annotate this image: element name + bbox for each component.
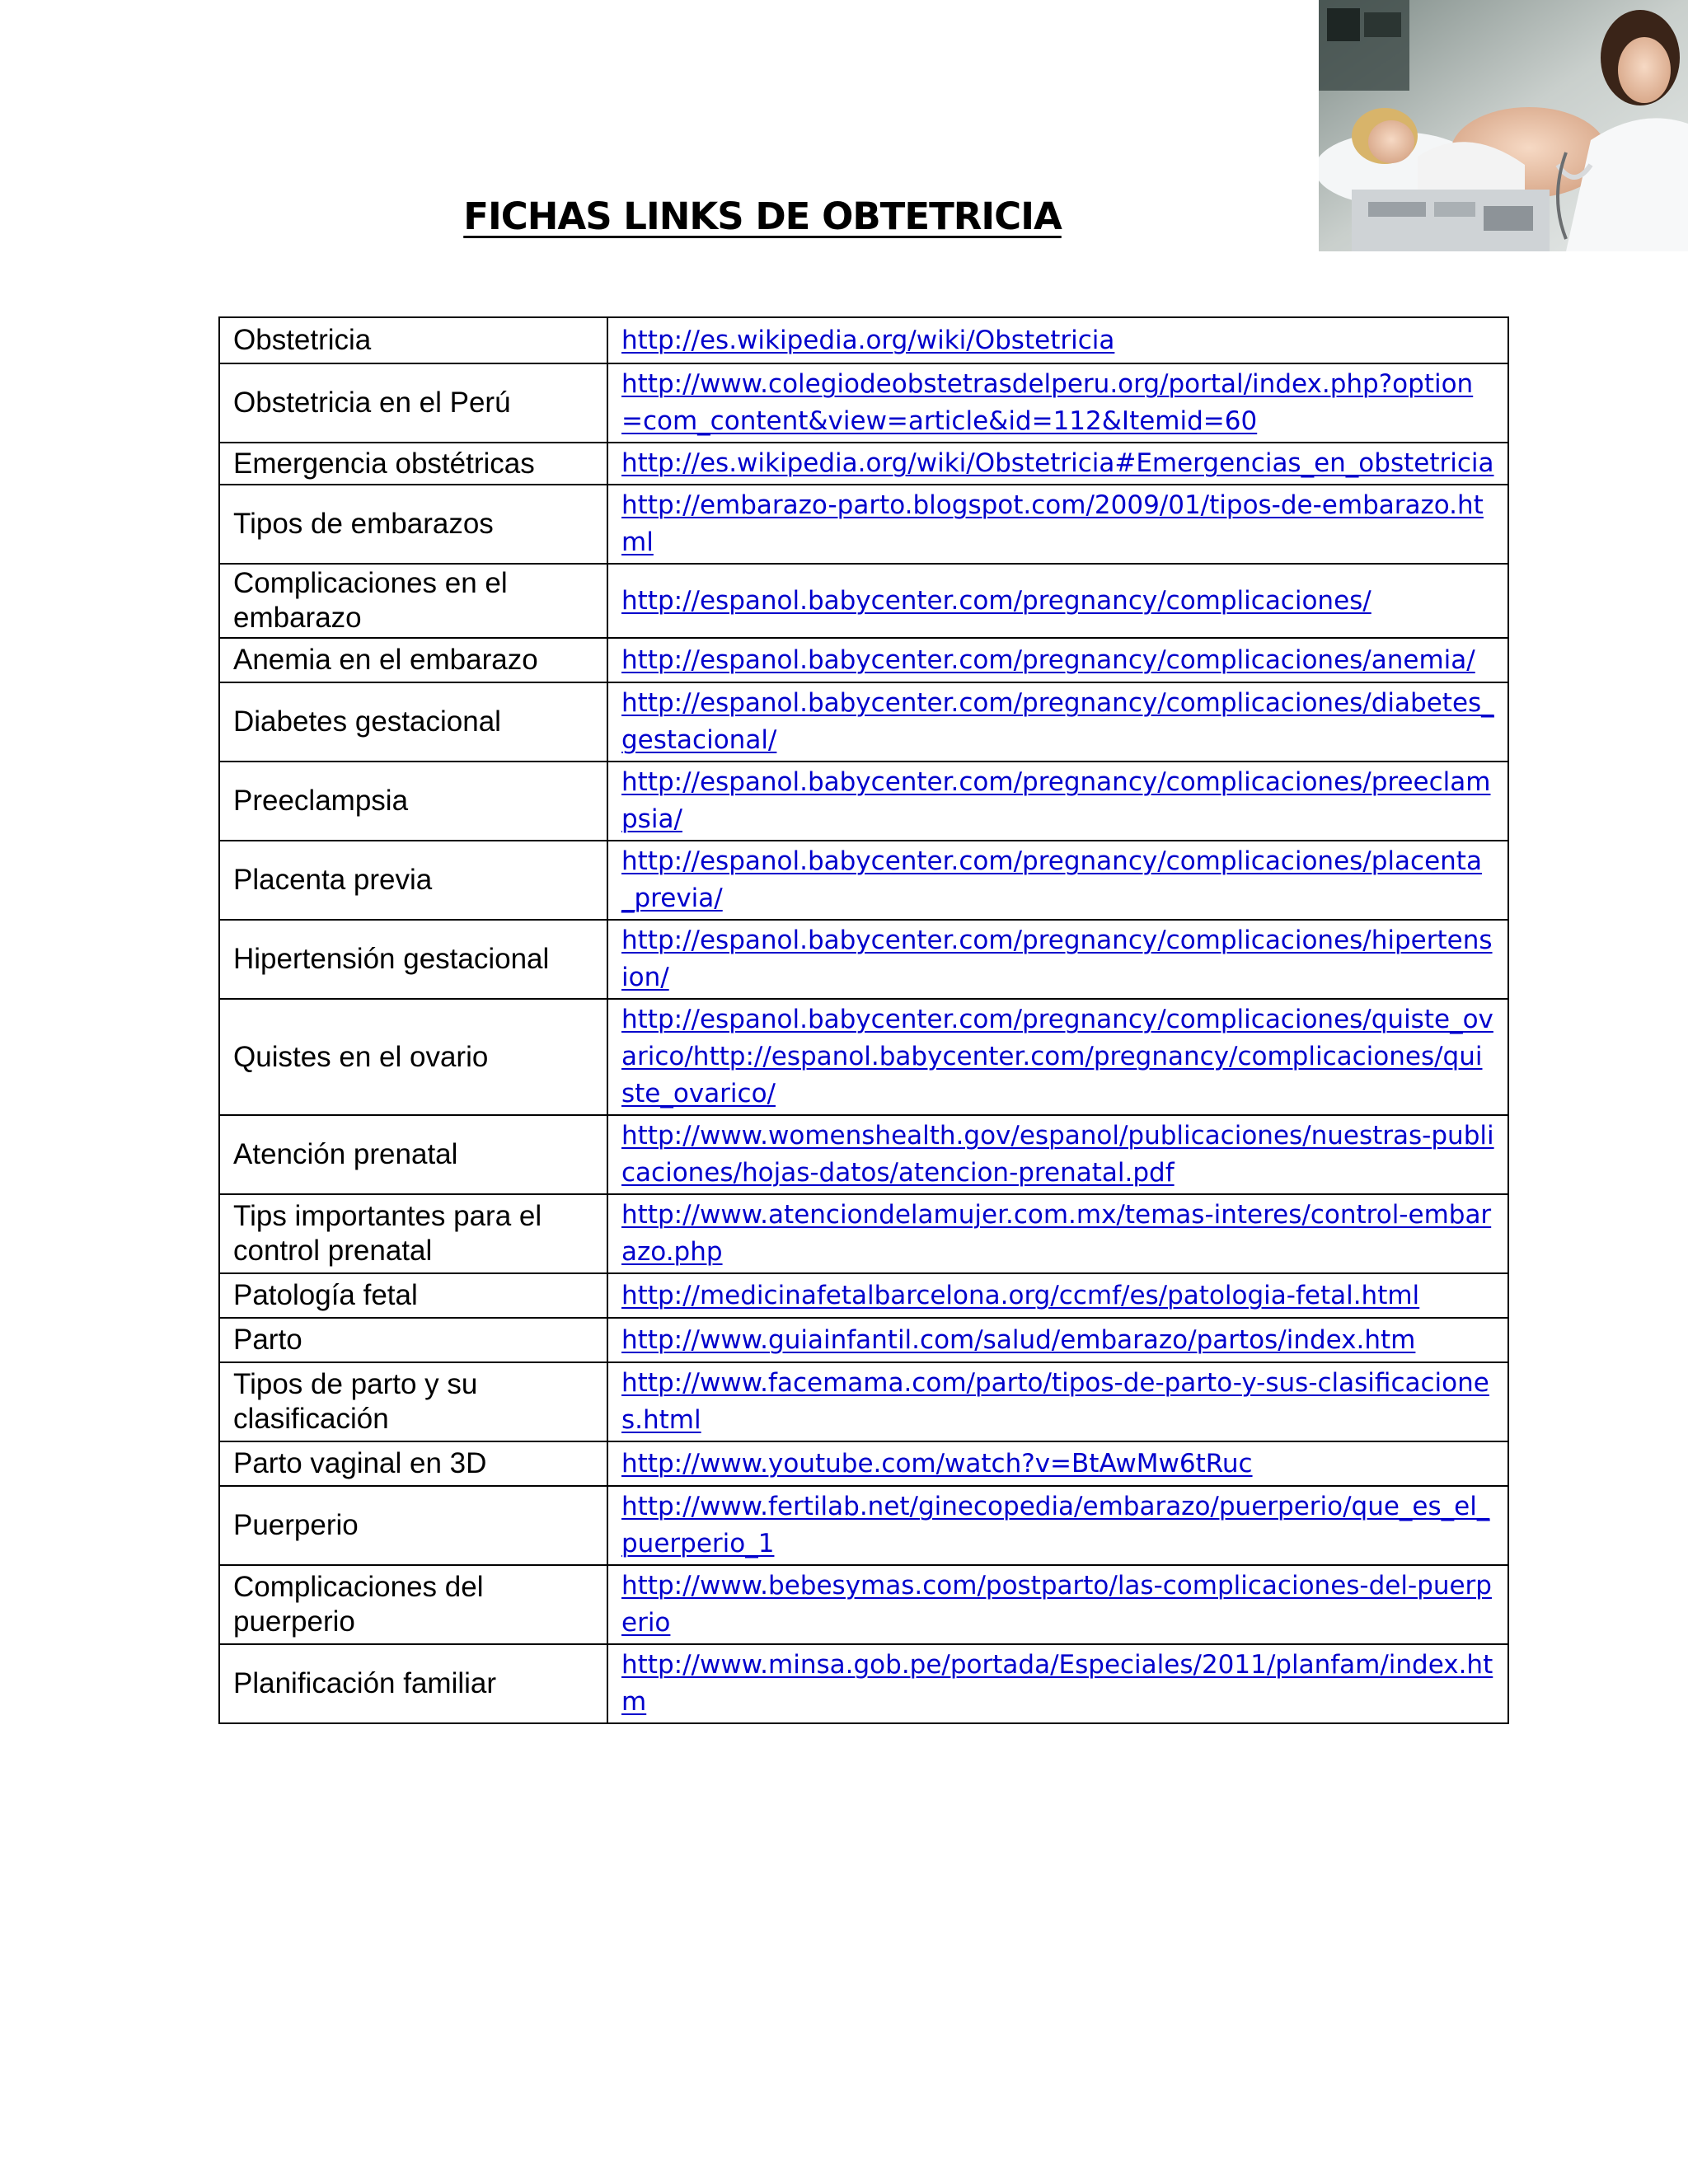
url-link[interactable]: http://www.womenshealth.gov/espanol/publicaciones/nuestras-publicaciones/hojas-datos/atencion-prenatal.pdf: [621, 1121, 1494, 1188]
url-cell: [607, 564, 1508, 638]
url-link[interactable]: http://es.wikipedia.org/wiki/Obstetricia#Emergencias_en_obstetricia: [621, 448, 1494, 478]
url-link[interactable]: http://www.bebesymas.com/postparto/las-complicaciones-del-puerperio: [621, 1571, 1492, 1638]
url-cell: [607, 1362, 1508, 1441]
topic-cell: Anemia en el embarazo: [219, 638, 607, 682]
topic-cell: Obstetricia en el Perú: [219, 363, 607, 443]
table-row: [219, 682, 1508, 762]
topic-cell: Planificación familiar: [219, 1644, 607, 1723]
table-row: [219, 317, 1508, 363]
url-cell: [607, 363, 1508, 443]
url-link[interactable]: http://espanol.babycenter.com/pregnancy/complicaciones/preeclampsia/: [621, 767, 1491, 834]
url-link[interactable]: http://espanol.babycenter.com/pregnancy/complicaciones/diabetes_gestacional/: [621, 688, 1494, 755]
table-row: [219, 841, 1508, 920]
url-cell: [607, 1115, 1508, 1194]
table-row: [219, 443, 1508, 485]
topic-cell: Tipos de embarazos: [219, 485, 607, 564]
topic-cell: Complicaciones en el embarazo: [219, 564, 607, 638]
topic-cell: Parto: [219, 1318, 607, 1362]
topic-cell: Puerperio: [219, 1486, 607, 1565]
url-link[interactable]: http://www.atenciondelamujer.com.mx/temas-interes/control-embarazo.php: [621, 1200, 1492, 1267]
topic-cell: Complicaciones del puerperio: [219, 1565, 607, 1644]
url-cell: [607, 999, 1508, 1115]
topic-cell: Atención prenatal: [219, 1115, 607, 1194]
url-link[interactable]: http://espanol.babycenter.com/pregnancy/complicaciones/quiste_ovarico/http://espanol.babycenter.com/pregnancy/complicaciones/quiste_ovarico/: [621, 1005, 1493, 1108]
url-link[interactable]: http://www.facemama.com/parto/tipos-de-parto-y-sus-clasificaciones.html: [621, 1368, 1489, 1435]
url-cell: [607, 1194, 1508, 1273]
url-cell: [607, 1441, 1508, 1486]
url-link[interactable]: http://www.guiainfantil.com/salud/embarazo/partos/index.htm: [621, 1324, 1416, 1355]
url-link[interactable]: http://embarazo-parto.blogspot.com/2009/01/tipos-de-embarazo.html: [621, 490, 1484, 557]
table-row: [219, 1273, 1508, 1318]
url-cell: [607, 682, 1508, 762]
url-cell: [607, 762, 1508, 841]
topic-cell: Hipertensión gestacional: [219, 920, 607, 999]
url-cell: [607, 317, 1508, 363]
topic-cell: Tips importantes para el control prenatal: [219, 1194, 607, 1273]
table-row: [219, 1318, 1508, 1362]
url-link[interactable]: http://es.wikipedia.org/wiki/Obstetricia: [621, 325, 1115, 355]
topic-cell: Parto vaginal en 3D: [219, 1441, 607, 1486]
topic-cell: Patología fetal: [219, 1273, 607, 1318]
url-cell: [607, 1486, 1508, 1565]
page-title: FICHAS LINKS DE OBTETRICIA: [463, 194, 1062, 238]
table-row: [219, 762, 1508, 841]
url-link[interactable]: http://espanol.babycenter.com/pregnancy/complicaciones/placenta_previa/: [621, 846, 1482, 913]
topic-cell: Emergencia obstétricas: [219, 443, 607, 485]
topic-cell: Tipos de parto y su clasificación: [219, 1362, 607, 1441]
table-row: [219, 485, 1508, 564]
url-cell: [607, 1644, 1508, 1723]
url-link[interactable]: http://www.fertilab.net/ginecopedia/embarazo/puerperio/que_es_el_puerperio_1: [621, 1492, 1490, 1558]
table-row: [219, 1362, 1508, 1441]
url-cell: [607, 485, 1508, 564]
url-link[interactable]: http://www.youtube.com/watch?v=BtAwMw6tRuc: [621, 1448, 1253, 1479]
table-row: [219, 999, 1508, 1115]
url-cell: [607, 1273, 1508, 1318]
table-row: [219, 920, 1508, 999]
links-table: [218, 316, 1509, 1724]
table-row: [219, 1194, 1508, 1273]
topic-cell: Placenta previa: [219, 841, 607, 920]
url-link[interactable]: http://www.colegiodeobstetrasdelperu.org/portal/index.php?option=com_content&view=article&id=112&Itemid=60: [621, 369, 1474, 436]
url-cell: [607, 841, 1508, 920]
url-link[interactable]: http://medicinafetalbarcelona.org/ccmf/es/patologia-fetal.html: [621, 1280, 1420, 1310]
table-row: [219, 1441, 1508, 1486]
table-row: [219, 1486, 1508, 1565]
url-link[interactable]: http://www.minsa.gob.pe/portada/Especiales/2011/planfam/index.htm: [621, 1650, 1493, 1717]
url-cell: [607, 920, 1508, 999]
topic-cell: Obstetricia: [219, 317, 607, 363]
topic-cell: Diabetes gestacional: [219, 682, 607, 762]
table-row: [219, 564, 1508, 638]
table-row: [219, 363, 1508, 443]
url-link[interactable]: http://espanol.babycenter.com/pregnancy/complicaciones/: [621, 585, 1372, 616]
topic-cell: Preeclampsia: [219, 762, 607, 841]
url-link[interactable]: http://espanol.babycenter.com/pregnancy/complicaciones/hipertension/: [621, 926, 1493, 992]
table-row: [219, 1644, 1508, 1723]
url-link[interactable]: http://espanol.babycenter.com/pregnancy/complicaciones/anemia/: [621, 644, 1475, 675]
table-row: [219, 638, 1508, 682]
url-cell: [607, 1318, 1508, 1362]
url-cell: [607, 443, 1508, 485]
topic-cell: Quistes en el ovario: [219, 999, 607, 1115]
table-row: [219, 1565, 1508, 1644]
url-cell: [607, 1565, 1508, 1644]
url-cell: [607, 638, 1508, 682]
table-row: [219, 1115, 1508, 1194]
